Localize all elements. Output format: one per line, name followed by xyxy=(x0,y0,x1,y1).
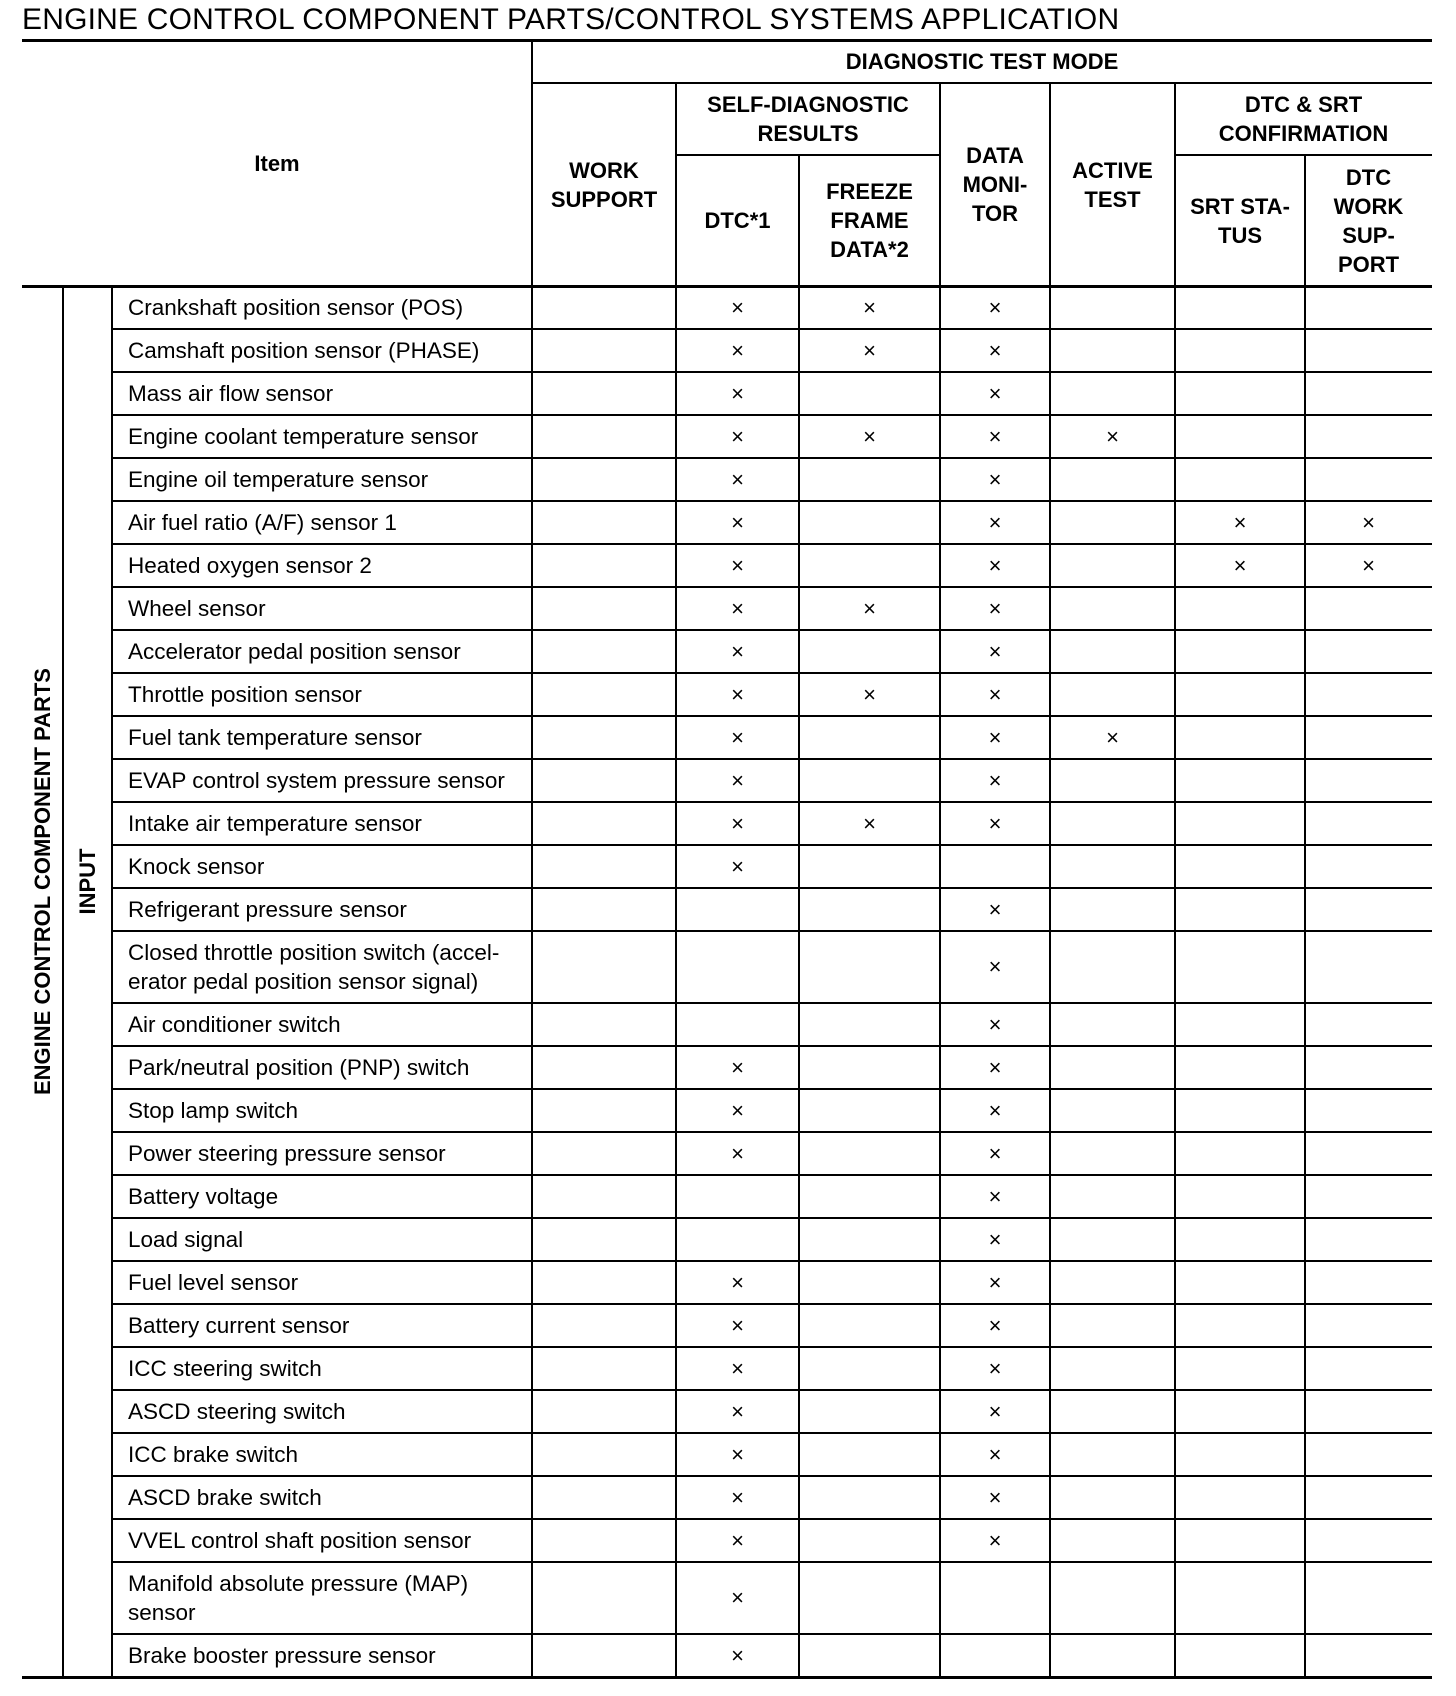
group-label-input: INPUT xyxy=(75,848,100,915)
mark-dtc1: × xyxy=(731,1054,744,1080)
mark-dtc1: × xyxy=(731,1398,744,1424)
grid-line xyxy=(112,887,1432,889)
mark-data-monitor: × xyxy=(988,681,1002,707)
mark-active-test: × xyxy=(1106,724,1119,750)
mark-dtc1: × xyxy=(731,1312,744,1338)
header-srt-status: SRT STA-TUS xyxy=(1190,193,1290,248)
mark-data-monitor: × xyxy=(988,595,1002,621)
grid-line xyxy=(112,1346,1432,1348)
mark-dtc1: × xyxy=(731,466,744,492)
mark-dtc1: × xyxy=(731,423,744,449)
grid-line xyxy=(112,715,1432,717)
page-title: ENGINE CONTROL COMPONENT PARTS/CONTROL SYSTEMS APPLICATION xyxy=(22,3,1120,36)
grid-line xyxy=(112,801,1432,803)
mark-data-monitor: × xyxy=(988,1355,1002,1381)
grid-line xyxy=(112,844,1432,846)
grid-line xyxy=(112,1303,1432,1305)
grid-line xyxy=(112,1002,1432,1004)
mark-dtc1: × xyxy=(731,1484,744,1510)
mark-dtc1: × xyxy=(731,380,744,406)
row-item-label: Heated oxygen sensor 2 xyxy=(128,553,372,578)
mark-freeze-frame: × xyxy=(863,423,876,449)
header-freeze-frame-data: FREEZE FRAME DATA*2 xyxy=(826,179,913,262)
mark-dtc1: × xyxy=(731,1269,744,1295)
mark-dtc1: × xyxy=(731,337,744,363)
grid-line xyxy=(112,1518,1432,1520)
mark-data-monitor: × xyxy=(988,423,1002,449)
group-label-engine-control-component-parts: ENGINE CONTROL COMPONENT PARTS xyxy=(30,668,55,1095)
header-dtc-srt-confirmation: DTC & SRT CONFIRMATION xyxy=(1218,92,1389,146)
row-item-label: Battery voltage xyxy=(128,1184,279,1209)
row-item-label: VVEL control shaft position sensor xyxy=(128,1528,472,1553)
header-dtc1: DTC*1 xyxy=(704,208,771,233)
mark-dtc-work-support: × xyxy=(1362,552,1375,578)
mark-data-monitor: × xyxy=(988,896,1002,922)
row-item-label: Load signal xyxy=(128,1227,244,1252)
mark-data-monitor: × xyxy=(988,337,1002,363)
grid-line xyxy=(112,1260,1432,1262)
row-item-label: Camshaft position sensor (PHASE) xyxy=(128,338,480,363)
row-item-label: Refrigerant pressure sensor xyxy=(128,897,407,922)
row-item-label: Power steering pressure sensor xyxy=(128,1141,446,1166)
grid-line xyxy=(531,40,533,1677)
mark-data-monitor: × xyxy=(988,954,1002,979)
row-item-label: Stop lamp switch xyxy=(128,1098,299,1123)
row-item-label: Intake air temperature sensor xyxy=(128,811,422,836)
grid-line xyxy=(112,1475,1432,1477)
mark-freeze-frame: × xyxy=(863,595,876,621)
grid-line xyxy=(112,930,1432,932)
row-item-label: Battery current sensor xyxy=(128,1313,350,1338)
mark-dtc1: × xyxy=(731,1585,744,1610)
header-dtc-work-support: DTC WORK SUP-PORT xyxy=(1333,164,1404,277)
grid-line xyxy=(112,1045,1432,1047)
row-item-label: Fuel tank temperature sensor xyxy=(128,725,422,750)
grid-line xyxy=(112,1633,1432,1635)
row-item-label: ASCD steering switch xyxy=(128,1399,346,1424)
grid-line xyxy=(1304,155,1306,1677)
grid-line xyxy=(62,286,64,1677)
mark-freeze-frame: × xyxy=(863,681,876,707)
mark-srt-status: × xyxy=(1233,509,1247,535)
grid-line xyxy=(939,83,941,1677)
grid-line xyxy=(112,758,1432,760)
grid-line xyxy=(112,1088,1432,1090)
mark-dtc1: × xyxy=(731,638,744,664)
mark-dtc1: × xyxy=(731,767,744,793)
mark-data-monitor: × xyxy=(988,509,1002,535)
mark-dtc1: × xyxy=(731,853,744,879)
mark-freeze-frame: × xyxy=(863,294,876,320)
grid-line xyxy=(112,543,1432,545)
mark-data-monitor: × xyxy=(988,1527,1002,1553)
grid-line xyxy=(798,155,800,1677)
mark-data-monitor: × xyxy=(988,1054,1002,1080)
grid-line xyxy=(112,1432,1432,1434)
row-item-label: Brake booster pressure sensor xyxy=(128,1643,436,1668)
mark-dtc1: × xyxy=(731,1140,744,1166)
mark-data-monitor: × xyxy=(988,380,1002,406)
mark-data-monitor: × xyxy=(988,294,1002,320)
mark-dtc1: × xyxy=(731,1441,744,1467)
mark-data-monitor: × xyxy=(988,1140,1002,1166)
grid-line xyxy=(112,1389,1432,1391)
row-item-label: Park/neutral position (PNP) switch xyxy=(128,1055,470,1080)
mark-dtc1: × xyxy=(731,294,744,320)
mark-data-monitor: × xyxy=(988,1484,1002,1510)
grid-line xyxy=(112,1217,1432,1219)
mark-data-monitor: × xyxy=(988,1312,1002,1338)
mark-data-monitor: × xyxy=(988,1011,1002,1037)
grid-line xyxy=(675,83,677,1677)
grid-line xyxy=(112,629,1432,631)
mark-dtc1: × xyxy=(731,509,744,535)
row-item-label: EVAP control system pressure sensor xyxy=(128,768,505,793)
row-item-label: Knock sensor xyxy=(128,854,265,879)
mark-srt-status: × xyxy=(1233,552,1247,578)
mark-dtc-work-support: × xyxy=(1362,509,1375,535)
mark-data-monitor: × xyxy=(988,1183,1002,1209)
row-item-label: ICC brake switch xyxy=(128,1442,299,1467)
row-item-label: Engine coolant temperature sensor xyxy=(128,424,479,449)
row-item-label: ASCD brake switch xyxy=(128,1485,322,1510)
row-item-label: Accelerator pedal position sensor xyxy=(128,639,461,664)
grid-line xyxy=(1174,83,1176,1677)
mark-dtc1: × xyxy=(731,552,744,578)
row-item-label: Manifold absolute pressure (MAP) sensor xyxy=(128,1571,469,1625)
grid-line xyxy=(22,285,1432,288)
mark-dtc1: × xyxy=(731,1642,744,1668)
grid-line xyxy=(112,672,1432,674)
grid-line xyxy=(112,371,1432,373)
row-item-label: Mass air flow sensor xyxy=(128,381,334,406)
mark-dtc1: × xyxy=(731,1355,744,1381)
row-item-label: Closed throttle position switch (accel-erator pedal position sensor signal) xyxy=(128,940,500,994)
mark-active-test: × xyxy=(1106,423,1119,449)
mark-data-monitor: × xyxy=(988,1441,1002,1467)
grid-line xyxy=(532,82,1432,84)
grid-line xyxy=(112,1174,1432,1176)
mark-dtc1: × xyxy=(731,681,744,707)
row-item-label: Throttle position sensor xyxy=(128,682,362,707)
mark-data-monitor: × xyxy=(988,1269,1002,1295)
mark-data-monitor: × xyxy=(988,638,1002,664)
grid-line xyxy=(22,1676,1432,1679)
mark-dtc1: × xyxy=(731,724,744,750)
mark-data-monitor: × xyxy=(988,1097,1002,1123)
row-item-label: Crankshaft position sensor (POS) xyxy=(128,295,464,320)
header-self-diagnostic-results: SELF-DIAGNOSTIC RESULTS xyxy=(707,92,909,146)
mark-data-monitor: × xyxy=(988,810,1002,836)
mark-data-monitor: × xyxy=(988,767,1002,793)
grid-line xyxy=(112,328,1432,330)
row-item-label: Engine oil temperature sensor xyxy=(128,467,429,492)
mark-dtc1: × xyxy=(731,1527,744,1553)
header-diagnostic-test-mode: DIAGNOSTIC TEST MODE xyxy=(845,49,1119,74)
mark-dtc1: × xyxy=(731,1097,744,1123)
grid-line xyxy=(112,1131,1432,1133)
grid-line xyxy=(112,1561,1432,1563)
grid-line xyxy=(112,457,1432,459)
mark-data-monitor: × xyxy=(988,466,1002,492)
mark-freeze-frame: × xyxy=(863,337,876,363)
row-item-label: Fuel level sensor xyxy=(128,1270,299,1295)
mark-data-monitor: × xyxy=(988,552,1002,578)
header-data-monitor: DATA MONI-TOR xyxy=(962,143,1028,226)
mark-data-monitor: × xyxy=(988,1398,1002,1424)
row-item-label: Air fuel ratio (A/F) sensor 1 xyxy=(128,510,397,535)
mark-dtc1: × xyxy=(731,810,744,836)
mark-data-monitor: × xyxy=(988,724,1002,750)
header-active-test: ACTIVE TEST xyxy=(1072,157,1153,212)
grid-line xyxy=(112,586,1432,588)
row-item-label: ICC steering switch xyxy=(128,1356,322,1381)
grid-line xyxy=(1049,83,1051,1677)
row-item-label: Wheel sensor xyxy=(128,596,266,621)
grid-line xyxy=(676,154,940,156)
mark-data-monitor: × xyxy=(988,1226,1002,1252)
header-item: Item xyxy=(254,150,300,176)
grid-line xyxy=(111,286,113,1677)
mark-dtc1: × xyxy=(731,595,744,621)
mark-freeze-frame: × xyxy=(863,810,876,836)
row-item-label: Air conditioner switch xyxy=(128,1012,341,1037)
header-work-support: WORK SUPPORT xyxy=(550,157,658,212)
grid-line xyxy=(112,500,1432,502)
grid-line xyxy=(112,414,1432,416)
